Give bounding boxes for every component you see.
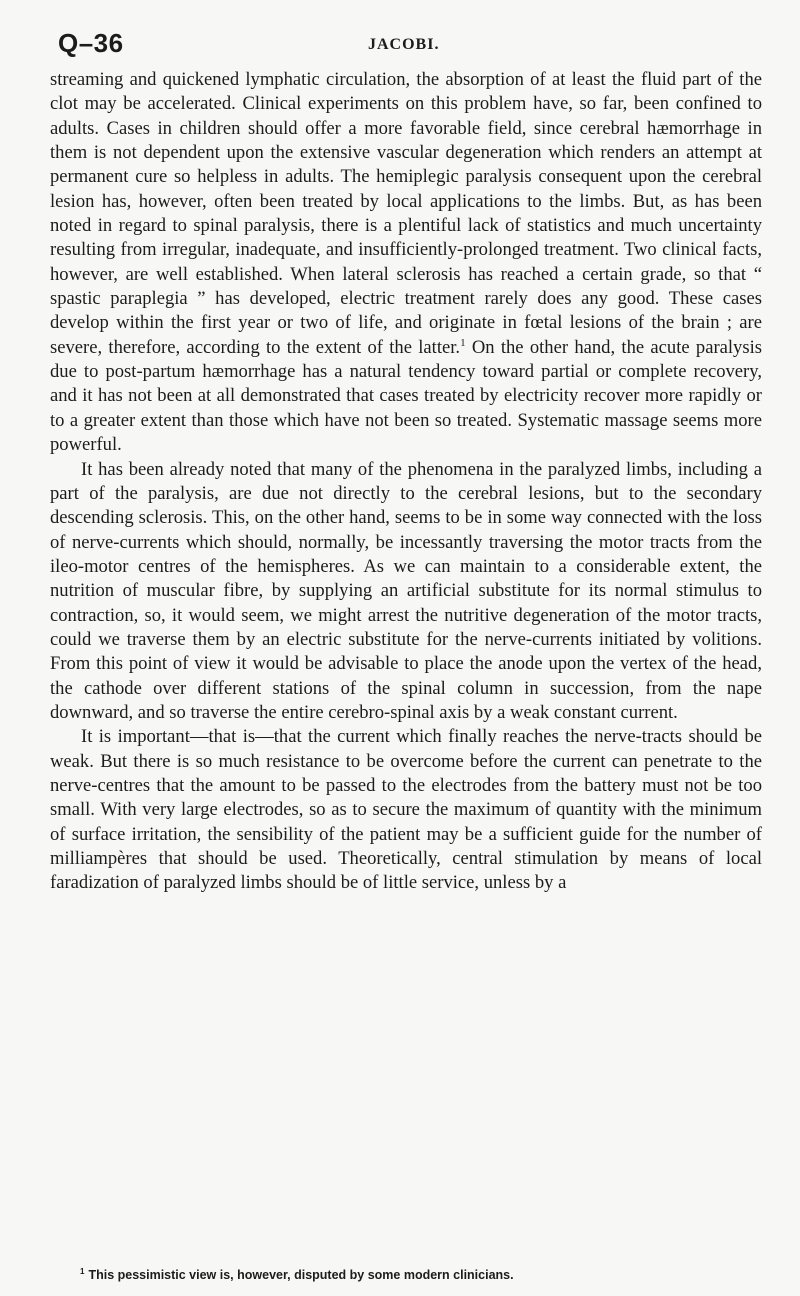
footnote-reference: 1: [460, 336, 466, 349]
footnote-mark: 1: [80, 1267, 85, 1276]
footnote: [80, 1264, 760, 1283]
running-title: JACOBI.: [368, 36, 440, 53]
page-header: [50, 18, 762, 60]
footnote-text: This pessimistic view is, however, disputed by some modern clinicians.: [88, 1268, 514, 1283]
paragraph: It is important—that is—that the current which finally reaches the nerve-tracts should be weak. But there is so much resistance to be overcome before the current can penetrate to the nerve-centres that the amount to be passed to the electrodes from the battery must not be too small. With very large electrodes, so as to secure the maximum of quantity with the minimum of surface irritation, the sensibility of the patient may be a sufficient guide for the number of milliampères that should be used. Theoretically, central stimulation by means of local faradization of paralyzed limbs should be of little service, unless by a: [50, 726, 762, 894]
paragraph-text: streaming and quickened lymphatic circulation, the absorption of at least the fluid part of the clot may be accelerated. Clinical experiments on this problem have, so far, been confined to adults. Cases in children should offer a more favorable field, since cerebral hæmorrhage in them is not dependent upon the extensive vascular degeneration which renders an attempt at permanent cure so helpless in adults. The hemiplegic paralysis consequent upon the cerebral lesion has, however, often been treated by local applications to the limbs. But, as has been noted in regard to spinal paralysis, there is a plentiful lack of statistics and much uncertainty resulting from irregular, inadequate, and insufficiently-prolonged treatment. Two clinical facts, however, are well established. When lateral sclerosis has reached a certain grade, so that “ spastic paraplegia ” has developed, electric treatment rarely does any good. These cases develop within the first year or two of life, and originate in fœtal lesions of the brain ; are severe, therefore, according to the extent of the latter.: [50, 69, 762, 358]
paragraph-text-continued: On the other hand, the acute paralysis due to post-partum hæmorrhage has a natural tendency toward partial or complete recovery, and it has not been at all demonstrated that cases treated by electricity recover more rapidly or to a greater extent than those which have not been so treated. Systematic massage seems more powerful.: [50, 336, 762, 456]
page-number: Q–36: [58, 28, 124, 58]
book-page: [50, 18, 762, 1283]
body-text: [50, 68, 762, 896]
paragraph: It has been already noted that many of the phenomena in the paralyzed limbs, including a part of the paralysis, are due not directly to the cerebral lesions, but to the secondary descending sclerosis. This, on the other hand, seems to be in some way connected with the loss of nerve-currents which should, normally, be incessantly traversing the motor tracts from the ileo-motor centres of the hemispheres. As we can maintain to a considerable extent, the nutrition of muscular fibre, by supplying an artificial substitute for its normal stimulus to contraction, so, it would seem, we might arrest the nutritive degeneration of the motor tracts, could we traverse them by an electric substitute for the nerve-currents initiated by volitions. From this point of view it would be advisable to place the anode upon the vertex of the head, the cathode over different stations of the spinal column in succession, from the nape downward, and so traverse the entire cerebro-spinal axis by a weak constant current.: [50, 458, 762, 723]
paragraph: [50, 68, 762, 458]
